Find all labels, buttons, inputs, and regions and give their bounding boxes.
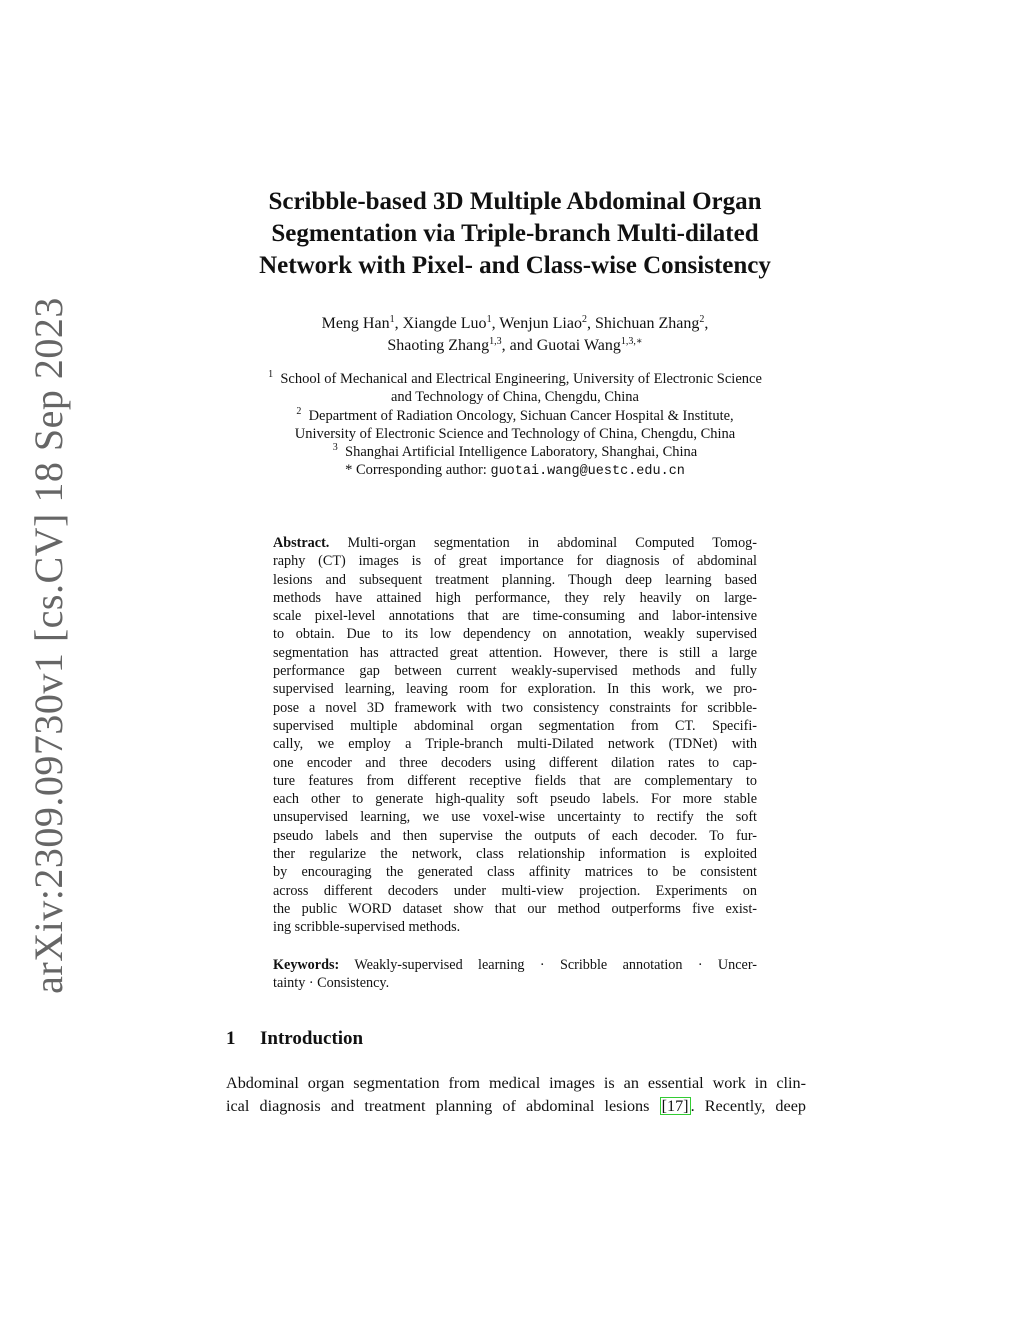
title-line: Network with Pixel- and Class-wise Consistency <box>259 252 771 279</box>
author-list: Meng Han$^1$, Xiangde Luo$^1$, Wenjun Liao$^2$, Shichuan Zhang$^2$, Shaoting Zhang$^{1,3}$, and Guotai Wang$^{1,3,∗}$ <box>321 314 709 354</box>
keywords <box>273 956 757 993</box>
abstract-line: lesions and subsequent treatment planning. Though deep learning based <box>273 571 757 588</box>
introduction-text <box>226 1072 806 1118</box>
abstract-line: raphy (CT) images is of great importance for diagnosis of abdominal <box>273 553 757 570</box>
abstract-line: by encouraging the generated class affinity matrices to be consistent <box>273 864 757 881</box>
corresponding-author-label: * Corresponding author: <box>345 462 487 479</box>
keywords-label: Keywords: <box>273 957 340 973</box>
affiliation-text: Department of Radiation Oncology, Sichuan Cancer Hospital & Institute, <box>308 407 734 424</box>
author-name: and Guotai Wang <box>509 337 621 354</box>
intro-line: . Recently, deep <box>690 1097 806 1115</box>
abstract-line: supervised learning, leaving room for exploration. In this work, we pro- <box>273 681 757 698</box>
keywords-text: tainty · Consistency. <box>273 975 390 992</box>
arxiv-identifier: arXiv:2309.09730v1 [cs.CV] 18 Sep 2023 <box>25 296 71 994</box>
affiliations <box>200 370 830 482</box>
abstract-line: ture features from different receptive fields that are complementary to <box>273 772 757 789</box>
abstract-line: cally, we employ a Triple-branch multi-Dilated network (TDNet) with <box>273 736 757 753</box>
author-affiliation-mark: 2 <box>581 314 587 325</box>
title-line: Segmentation via Triple-branch Multi-dilated <box>271 220 759 247</box>
affiliation-mark: 1 <box>268 369 274 380</box>
abstract-line: Multi-organ segmentation in abdominal Computed Tomog- <box>347 535 757 551</box>
intro-line: Abdominal organ segmentation from medical images is an essential work in clin- <box>226 1074 806 1092</box>
author-name: Xiangde Luo <box>402 315 487 332</box>
section-number: 1 <box>226 1028 236 1049</box>
corresponding-email: guotai.wang@uestc.edu.cn <box>490 464 685 480</box>
affiliation-mark: 3 <box>332 442 338 454</box>
abstract-line: ther regularize the network, class relationship information is exploited <box>273 846 757 863</box>
affiliation-text: and Technology of China, Chengdu, China <box>390 389 639 406</box>
abstract-line: pose a novel 3D framework with two consistency constraints for scribble- <box>273 699 757 716</box>
affiliation-text: School of Mechanical and Electrical Engineering, University of Electronic Science <box>280 371 762 387</box>
affiliation-text: University of Electronic Science and Technology of China, Chengdu, China <box>294 425 736 442</box>
abstract-line: performance gap between current weakly-supervised methods and fully <box>273 663 757 680</box>
abstract-line: one encoder and three decoders using different dilation rates to cap- <box>273 754 757 771</box>
citation-link[interactable]: [17] <box>661 1097 689 1115</box>
author-affiliation-mark: 1 <box>389 314 395 325</box>
abstract-line: supervised multiple abdominal organ segmentation from CT. Specifi- <box>273 717 757 734</box>
abstract-line: pseudo labels and then supervise the outputs of each decoder. To fur- <box>273 827 757 844</box>
affiliation-mark: 2 <box>296 405 302 417</box>
affiliation-text: Shanghai Artificial Intelligence Laboratory, Shanghai, China <box>345 444 698 461</box>
intro-line: ical diagnosis and treatment planning of abdominal lesions <box>226 1097 660 1115</box>
abstract-line: unsupervised learning, we use voxel-wise uncertainty to rectify the soft <box>273 809 757 826</box>
abstract-line: each other to generate high-quality soft pseudo labels. For more stable <box>273 791 757 808</box>
author-name: Wenjun Liao <box>499 315 582 332</box>
section-heading <box>226 1028 363 1050</box>
abstract-line: ing scribble-supervised methods. <box>273 919 461 936</box>
abstract-line: to obtain. Due to its low dependency on annotation, weakly supervised <box>273 626 757 643</box>
author-affiliation-mark: 1,3 <box>489 336 502 347</box>
paper-title <box>200 186 830 282</box>
keywords-text: Weakly-supervised learning · Scribble annotation · Uncer- <box>354 957 757 973</box>
title-line: Scribble-based 3D Multiple Abdominal Organ <box>268 188 762 215</box>
author-affiliation-mark: 1,3,∗ <box>620 336 643 347</box>
author-name: Shichuan Zhang <box>594 315 700 332</box>
author-affiliation-mark: 2 <box>699 314 705 325</box>
author-name: Meng Han <box>321 315 390 332</box>
abstract-line: scale pixel-level annotations that are time-consuming and labor-intensive <box>273 608 757 625</box>
arxiv-sidebar <box>22 296 74 994</box>
author-affiliation-mark: 1 <box>486 314 492 325</box>
abstract-line: segmentation has attracted great attention. However, there is still a large <box>273 644 757 661</box>
abstract-line: across different decoders under multi-view projection. Experiments on <box>273 882 757 899</box>
section-title: Introduction <box>260 1028 364 1049</box>
abstract <box>273 534 757 937</box>
abstract-line: the public WORD dataset show that our method outperforms five exist- <box>273 900 757 917</box>
abstract-label: Abstract. <box>273 535 330 551</box>
author-name: Shaoting Zhang <box>387 337 490 354</box>
abstract-line: methods have attained high performance, they rely heavily on large- <box>273 589 757 606</box>
